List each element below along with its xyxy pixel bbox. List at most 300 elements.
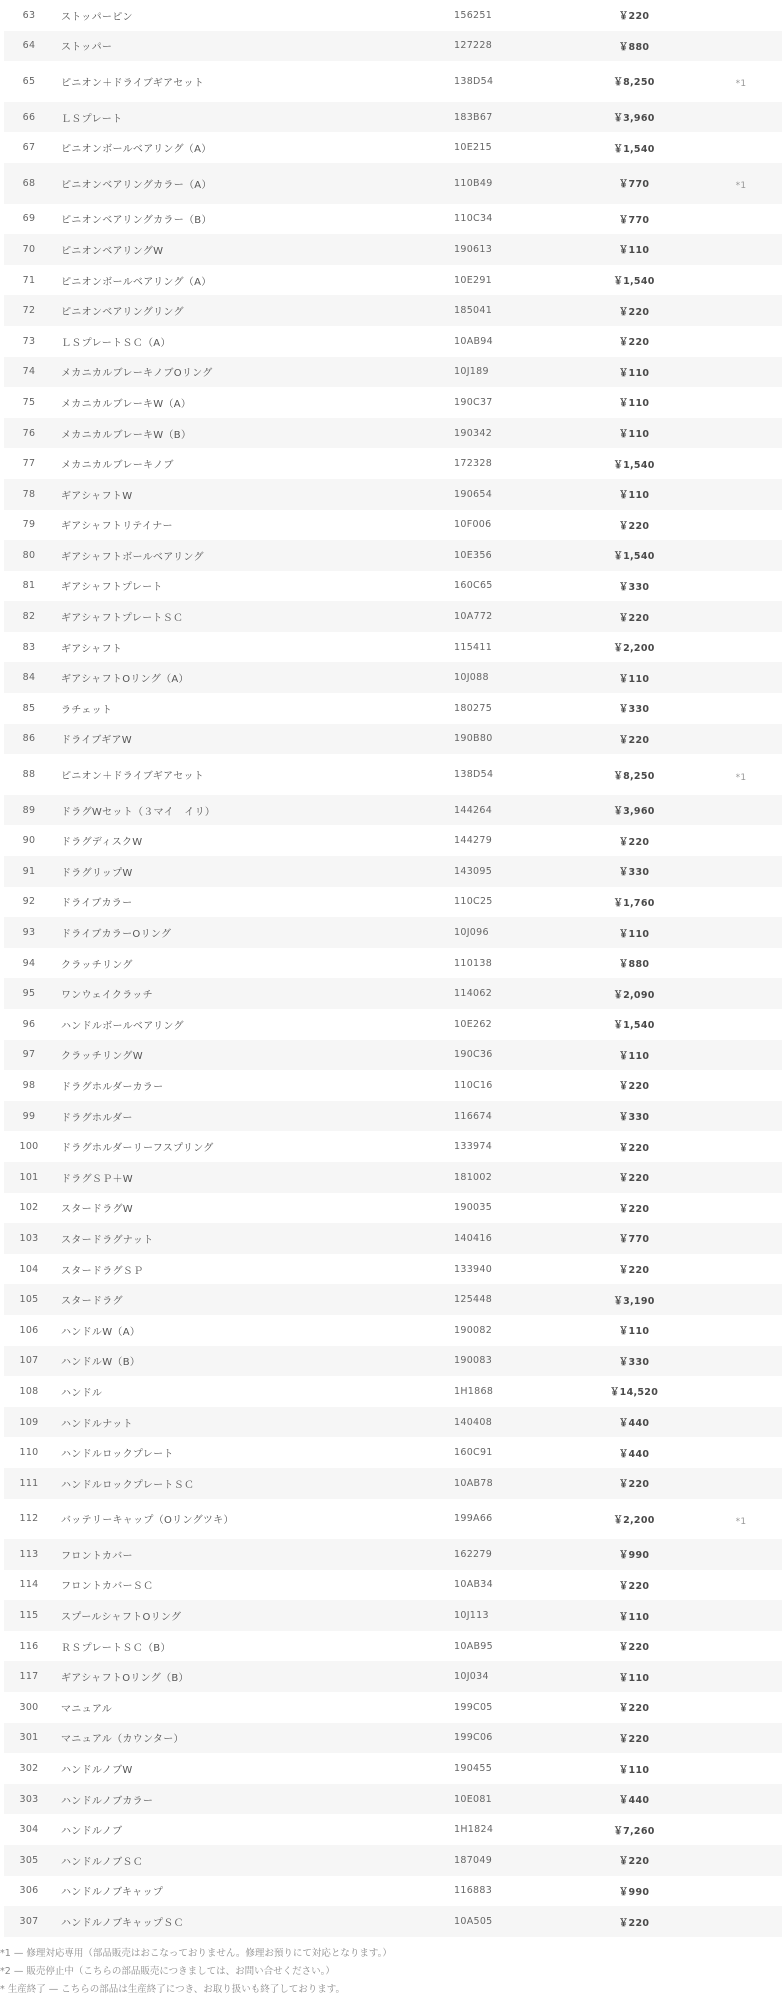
part-number: 113 bbox=[19, 1548, 39, 1560]
part-price: ￥330 bbox=[618, 1356, 650, 1368]
table-row bbox=[4, 1753, 782, 1784]
part-number: 69 bbox=[22, 213, 36, 225]
part-code: 115411 bbox=[454, 641, 493, 653]
part-note bbox=[726, 357, 756, 388]
part-name: スプールシャフトOリング bbox=[61, 1612, 182, 1624]
table-row bbox=[4, 825, 782, 856]
part-number: 109 bbox=[19, 1416, 39, 1428]
part-note bbox=[726, 132, 756, 163]
part-code: 10AB78 bbox=[454, 1477, 493, 1489]
part-name: ギアシャフトW bbox=[61, 490, 133, 502]
part-note bbox=[726, 1661, 756, 1692]
part-name: スタードラグＳＰ bbox=[61, 1265, 144, 1277]
part-number: 300 bbox=[19, 1701, 39, 1713]
part-code: 162279 bbox=[454, 1548, 493, 1560]
part-name: ピニオン＋ドライブギアセット bbox=[61, 77, 205, 89]
part-price: ￥220 bbox=[618, 1142, 650, 1154]
part-price: ￥220 bbox=[618, 520, 650, 532]
table-row bbox=[4, 754, 782, 795]
part-price: ￥14,520 bbox=[609, 1387, 659, 1399]
part-note bbox=[726, 662, 756, 693]
part-code: 190B80 bbox=[454, 733, 493, 745]
part-code: 110138 bbox=[454, 957, 493, 969]
table-row bbox=[4, 1315, 782, 1346]
part-price: ￥220 bbox=[618, 1642, 650, 1654]
part-price: ￥220 bbox=[618, 1733, 650, 1745]
table-row bbox=[4, 1009, 782, 1040]
part-number: 96 bbox=[22, 1018, 36, 1030]
part-code: 190613 bbox=[454, 243, 493, 255]
part-note bbox=[726, 234, 756, 265]
part-number: 70 bbox=[22, 243, 36, 255]
part-note bbox=[726, 724, 756, 755]
part-name: ギアシャフトリテイナー bbox=[61, 521, 173, 533]
part-name: ＲＳプレートＳＣ（B） bbox=[61, 1642, 171, 1654]
part-price: ￥110 bbox=[618, 398, 650, 410]
part-note bbox=[726, 1814, 756, 1845]
part-note bbox=[726, 510, 756, 541]
part-name: ハンドル bbox=[61, 1387, 103, 1399]
part-code: 10J113 bbox=[454, 1610, 489, 1622]
table-row bbox=[4, 31, 782, 62]
part-note bbox=[726, 825, 756, 856]
table-row bbox=[4, 1346, 782, 1377]
table-row bbox=[4, 1040, 782, 1071]
part-number: 100 bbox=[19, 1141, 39, 1153]
part-code: 10J034 bbox=[454, 1671, 489, 1683]
part-number: 306 bbox=[19, 1885, 39, 1897]
part-number: 303 bbox=[19, 1793, 39, 1805]
part-number: 108 bbox=[19, 1385, 39, 1397]
part-note bbox=[726, 1040, 756, 1071]
part-note bbox=[726, 978, 756, 1009]
part-code: 144279 bbox=[454, 835, 493, 847]
part-number: 88 bbox=[22, 769, 36, 781]
footnotes bbox=[0, 1945, 392, 2000]
part-price: ￥990 bbox=[618, 1886, 650, 1898]
part-number: 95 bbox=[22, 988, 36, 1000]
table-row bbox=[4, 1539, 782, 1570]
table-row bbox=[4, 1284, 782, 1315]
table-row bbox=[4, 0, 782, 31]
part-number: 116 bbox=[19, 1640, 39, 1652]
table-row bbox=[4, 1906, 782, 1937]
table-row bbox=[4, 1499, 782, 1540]
part-name: ハンドルノブW bbox=[61, 1765, 133, 1777]
part-note bbox=[726, 1131, 756, 1162]
part-name: ギアシャフトプレートＳＣ bbox=[61, 613, 184, 625]
part-name: ドラグWセット（３マイ イリ） bbox=[61, 806, 216, 818]
part-name: ドラグＳＰ＋W bbox=[61, 1173, 133, 1185]
part-code: 10J096 bbox=[454, 927, 489, 939]
table-row bbox=[4, 1631, 782, 1662]
part-number: 79 bbox=[22, 519, 36, 531]
part-code: 160C65 bbox=[454, 580, 493, 592]
part-price: ￥880 bbox=[618, 41, 650, 53]
part-name: メカニカルブレーキノブOリング bbox=[61, 368, 213, 380]
part-number: 305 bbox=[19, 1854, 39, 1866]
part-number: 72 bbox=[22, 305, 36, 317]
part-number: 84 bbox=[22, 672, 36, 684]
part-name: スタードラグW bbox=[61, 1204, 133, 1216]
part-note bbox=[726, 31, 756, 62]
table-row bbox=[4, 1784, 782, 1815]
part-note bbox=[726, 856, 756, 887]
part-name: ギアシャフトボールベアリング bbox=[61, 551, 204, 563]
part-name: マニュアル（カウンター） bbox=[61, 1734, 184, 1746]
part-price: ￥110 bbox=[618, 367, 650, 379]
part-code: 160C91 bbox=[454, 1447, 493, 1459]
part-number: 85 bbox=[22, 702, 36, 714]
part-note bbox=[726, 1254, 756, 1285]
part-code: 133974 bbox=[454, 1141, 493, 1153]
part-price: ￥330 bbox=[618, 1112, 650, 1124]
part-number: 304 bbox=[19, 1824, 39, 1836]
part-price: ￥220 bbox=[618, 1703, 650, 1715]
part-price: ￥1,540 bbox=[613, 551, 655, 563]
part-name: ラチェット bbox=[61, 704, 113, 716]
part-number: 74 bbox=[22, 366, 36, 378]
table-row bbox=[4, 1070, 782, 1101]
part-code: 10F006 bbox=[454, 519, 492, 531]
table-row bbox=[4, 510, 782, 541]
table-row bbox=[4, 234, 782, 265]
part-note bbox=[726, 1070, 756, 1101]
table-row bbox=[4, 856, 782, 887]
part-price: ￥110 bbox=[618, 1326, 650, 1338]
table-row bbox=[4, 1437, 782, 1468]
part-code: 1H1824 bbox=[454, 1824, 494, 1836]
part-price: ￥440 bbox=[618, 1418, 650, 1430]
part-note bbox=[726, 326, 756, 357]
part-number: 80 bbox=[22, 549, 36, 561]
table-row bbox=[4, 265, 782, 296]
part-code: 116883 bbox=[454, 1885, 493, 1897]
part-name: フロントカバーＳＣ bbox=[61, 1581, 154, 1593]
part-note bbox=[726, 1845, 756, 1876]
part-code: 199A66 bbox=[454, 1513, 493, 1525]
part-code: 10AB94 bbox=[454, 335, 493, 347]
part-name: ストッパー bbox=[61, 42, 113, 54]
parts-rows bbox=[4, 0, 782, 1937]
part-name: バッテリーキャップ（Oリングツキ） bbox=[61, 1515, 234, 1527]
part-note bbox=[726, 204, 756, 235]
part-price: ￥110 bbox=[618, 1672, 650, 1684]
part-code: 181002 bbox=[454, 1171, 493, 1183]
part-price: ￥770 bbox=[618, 179, 650, 191]
part-code: 190C36 bbox=[454, 1049, 493, 1061]
part-code: 110C34 bbox=[454, 213, 493, 225]
part-code: 180275 bbox=[454, 702, 493, 714]
part-number: 78 bbox=[22, 488, 36, 500]
part-note bbox=[726, 418, 756, 449]
table-row bbox=[4, 662, 782, 693]
part-price: ￥220 bbox=[618, 1479, 650, 1491]
part-number: 105 bbox=[19, 1294, 39, 1306]
part-code: 199C05 bbox=[454, 1701, 493, 1713]
part-name: スタードラグナット bbox=[61, 1234, 154, 1246]
part-name: ハンドルナット bbox=[61, 1418, 133, 1430]
part-note bbox=[726, 1631, 756, 1662]
part-price: ￥8,250 bbox=[613, 770, 655, 782]
part-note bbox=[726, 479, 756, 510]
part-price: ￥1,540 bbox=[613, 143, 655, 155]
part-name: クラッチリング bbox=[61, 959, 133, 971]
part-number: 307 bbox=[19, 1916, 39, 1928]
part-name: ハンドルノブキャップＳＣ bbox=[61, 1918, 184, 1930]
part-note bbox=[726, 693, 756, 724]
table-row bbox=[4, 632, 782, 663]
part-note bbox=[726, 102, 756, 133]
part-note bbox=[726, 887, 756, 918]
part-name: ドラグホルダーリーフスプリング bbox=[61, 1143, 214, 1155]
part-price: ￥220 bbox=[618, 836, 650, 848]
part-code: 10J189 bbox=[454, 366, 489, 378]
part-note bbox=[726, 1600, 756, 1631]
table-row bbox=[4, 204, 782, 235]
part-name: ワンウェイクラッチ bbox=[61, 990, 153, 1002]
part-price: ￥110 bbox=[618, 429, 650, 441]
part-note bbox=[726, 265, 756, 296]
part-price: ￥220 bbox=[618, 734, 650, 746]
table-row bbox=[4, 1814, 782, 1845]
part-name: ハンドルノブＳＣ bbox=[61, 1856, 143, 1868]
table-row bbox=[4, 357, 782, 388]
part-price: ￥220 bbox=[618, 1203, 650, 1215]
part-price: ￥110 bbox=[618, 1611, 650, 1623]
part-price: ￥220 bbox=[618, 337, 650, 349]
part-note: *1 bbox=[735, 772, 747, 783]
part-name: ハンドルノブカラー bbox=[61, 1795, 154, 1807]
part-name: ストッパーピン bbox=[61, 11, 133, 23]
table-row bbox=[4, 1723, 782, 1754]
part-name: ドラグホルダー bbox=[61, 1112, 133, 1124]
part-code: 10E291 bbox=[454, 274, 493, 286]
part-name: ピニオンボールベアリング（A） bbox=[61, 144, 212, 156]
part-code: 110C16 bbox=[454, 1079, 493, 1091]
part-code: 144264 bbox=[454, 804, 493, 816]
part-price: ￥1,540 bbox=[613, 459, 655, 471]
footnote-discontinued: * 生産終了 — こちらの部品は生産終了につき、お取り扱いも終了しております。 bbox=[0, 1984, 345, 1996]
part-note bbox=[726, 1376, 756, 1407]
table-row bbox=[4, 1876, 782, 1907]
table-row bbox=[4, 1661, 782, 1692]
table-row bbox=[4, 163, 782, 204]
part-note bbox=[726, 1223, 756, 1254]
part-number: 111 bbox=[19, 1477, 39, 1489]
part-number: 82 bbox=[22, 611, 36, 623]
part-note bbox=[726, 1692, 756, 1723]
part-name: ハンドルボールベアリング bbox=[61, 1020, 184, 1032]
part-note bbox=[726, 632, 756, 663]
part-number: 90 bbox=[22, 835, 36, 847]
part-note bbox=[726, 1753, 756, 1784]
footnote-repair-only: *1 — 修理対応専用（部品販売はおこなっておりません。修理お預りにて対応となります。） bbox=[0, 1948, 392, 1959]
part-code: 110B49 bbox=[454, 177, 493, 189]
parts-price-table bbox=[4, 0, 782, 1937]
part-number: 81 bbox=[22, 580, 36, 592]
part-price: ￥330 bbox=[618, 704, 650, 716]
part-code: 127228 bbox=[454, 40, 493, 52]
part-code: 114062 bbox=[454, 988, 493, 1000]
table-row bbox=[4, 1193, 782, 1224]
part-name: ギアシャフトOリング（A） bbox=[61, 674, 189, 686]
table-row bbox=[4, 295, 782, 326]
part-note bbox=[726, 1570, 756, 1601]
part-name: ドライブカラー bbox=[61, 898, 133, 910]
part-note bbox=[726, 1723, 756, 1754]
part-name: ハンドルロックプレート bbox=[61, 1449, 174, 1461]
part-code: 190654 bbox=[454, 488, 493, 500]
part-price: ￥220 bbox=[618, 11, 650, 23]
table-row bbox=[4, 724, 782, 755]
part-code: 190083 bbox=[454, 1355, 493, 1367]
part-number: 99 bbox=[22, 1110, 36, 1122]
part-number: 110 bbox=[19, 1447, 39, 1459]
part-number: 91 bbox=[22, 865, 36, 877]
table-row bbox=[4, 948, 782, 979]
part-price: ￥110 bbox=[618, 673, 650, 685]
part-note: *1 bbox=[735, 79, 747, 90]
part-price: ￥3,960 bbox=[613, 806, 655, 818]
part-price: ￥1,760 bbox=[613, 897, 655, 909]
part-name: ドライブギアW bbox=[61, 735, 132, 747]
part-price: ￥2,200 bbox=[613, 643, 655, 655]
table-row bbox=[4, 1468, 782, 1499]
part-price: ￥110 bbox=[618, 1050, 650, 1062]
part-note bbox=[726, 448, 756, 479]
part-name: ドラグホルダーカラー bbox=[61, 1081, 164, 1093]
part-price: ￥770 bbox=[618, 214, 650, 226]
table-row bbox=[4, 1223, 782, 1254]
table-row bbox=[4, 1376, 782, 1407]
table-row bbox=[4, 1845, 782, 1876]
part-price: ￥220 bbox=[618, 1580, 650, 1592]
part-note bbox=[726, 1906, 756, 1937]
part-name: ピニオンベアリングカラー（A） bbox=[61, 179, 212, 191]
part-number: 112 bbox=[19, 1513, 39, 1525]
part-name: フロントカバー bbox=[61, 1550, 133, 1562]
part-number: 114 bbox=[19, 1579, 39, 1591]
part-name: ドラグリップW bbox=[61, 867, 133, 879]
part-code: 140408 bbox=[454, 1416, 493, 1428]
part-note bbox=[726, 1315, 756, 1346]
part-price: ￥220 bbox=[618, 1173, 650, 1185]
part-note bbox=[726, 1876, 756, 1907]
table-row bbox=[4, 1162, 782, 1193]
part-price: ￥3,960 bbox=[613, 113, 655, 125]
part-number: 107 bbox=[19, 1355, 39, 1367]
table-row bbox=[4, 571, 782, 602]
part-name: ハンドルW（B） bbox=[61, 1357, 141, 1369]
part-code: 10AB95 bbox=[454, 1640, 493, 1652]
part-number: 102 bbox=[19, 1202, 39, 1214]
part-price: ￥330 bbox=[618, 581, 650, 593]
part-note bbox=[726, 1539, 756, 1570]
part-price: ￥220 bbox=[618, 1265, 650, 1277]
part-name: ＬＳプレートＳＣ（A） bbox=[61, 337, 171, 349]
part-number: 65 bbox=[22, 75, 36, 87]
part-code: 199C06 bbox=[454, 1732, 493, 1744]
part-code: 140416 bbox=[454, 1232, 493, 1244]
part-code: 187049 bbox=[454, 1854, 493, 1866]
part-note bbox=[726, 0, 756, 31]
part-price: ￥1,540 bbox=[613, 1020, 655, 1032]
part-price: ￥110 bbox=[618, 1764, 650, 1776]
part-price: ￥2,200 bbox=[613, 1514, 655, 1526]
part-note bbox=[726, 1437, 756, 1468]
part-code: 10E215 bbox=[454, 142, 493, 154]
table-row bbox=[4, 418, 782, 449]
table-row bbox=[4, 1131, 782, 1162]
table-row bbox=[4, 61, 782, 102]
part-code: 10J088 bbox=[454, 672, 489, 684]
part-price: ￥7,260 bbox=[613, 1825, 655, 1837]
part-note bbox=[726, 571, 756, 602]
table-row bbox=[4, 601, 782, 632]
part-number: 115 bbox=[19, 1610, 39, 1622]
part-code: 156251 bbox=[454, 9, 493, 21]
part-name: スタードラグ bbox=[61, 1296, 123, 1308]
part-price: ￥2,090 bbox=[613, 989, 655, 1001]
part-price: ￥880 bbox=[618, 959, 650, 971]
part-price: ￥220 bbox=[618, 612, 650, 624]
part-code: 125448 bbox=[454, 1294, 493, 1306]
part-number: 97 bbox=[22, 1049, 36, 1061]
part-name: メカニカルブレーキW（B） bbox=[61, 429, 192, 441]
table-row bbox=[4, 1407, 782, 1438]
part-price: ￥1,540 bbox=[613, 276, 655, 288]
part-code: 10E081 bbox=[454, 1793, 493, 1805]
part-price: ￥220 bbox=[618, 306, 650, 318]
part-name: メカニカルブレーキW（A） bbox=[61, 398, 192, 410]
part-price: ￥330 bbox=[618, 867, 650, 879]
part-code: 183B67 bbox=[454, 111, 493, 123]
part-note bbox=[726, 1101, 756, 1132]
part-number: 301 bbox=[19, 1732, 39, 1744]
table-row bbox=[4, 1692, 782, 1723]
part-note bbox=[726, 387, 756, 418]
part-number: 302 bbox=[19, 1763, 39, 1775]
table-row bbox=[4, 540, 782, 571]
part-number: 68 bbox=[22, 177, 36, 189]
table-row bbox=[4, 1254, 782, 1285]
part-number: 83 bbox=[22, 641, 36, 653]
part-code: 1H1868 bbox=[454, 1385, 494, 1397]
part-name: マニュアル bbox=[61, 1703, 113, 1715]
part-code: 133940 bbox=[454, 1263, 493, 1275]
part-name: ギアシャフトプレート bbox=[61, 582, 163, 594]
part-number: 89 bbox=[22, 804, 36, 816]
part-note bbox=[726, 1468, 756, 1499]
part-number: 75 bbox=[22, 396, 36, 408]
part-name: ピニオン＋ドライブギアセット bbox=[61, 771, 205, 783]
part-note bbox=[726, 1407, 756, 1438]
part-code: 190035 bbox=[454, 1202, 493, 1214]
part-price: ￥3,190 bbox=[613, 1295, 655, 1307]
part-note bbox=[726, 1784, 756, 1815]
part-price: ￥220 bbox=[618, 1856, 650, 1868]
part-name: ピニオンベアリングW bbox=[61, 245, 164, 257]
part-number: 66 bbox=[22, 111, 36, 123]
part-price: ￥110 bbox=[618, 245, 650, 257]
part-price: ￥990 bbox=[618, 1550, 650, 1562]
part-name: クラッチリングW bbox=[61, 1051, 143, 1063]
part-note: *1 bbox=[735, 1516, 747, 1527]
part-code: 138D54 bbox=[454, 75, 494, 87]
part-number: 64 bbox=[22, 40, 36, 52]
part-code: 185041 bbox=[454, 305, 493, 317]
